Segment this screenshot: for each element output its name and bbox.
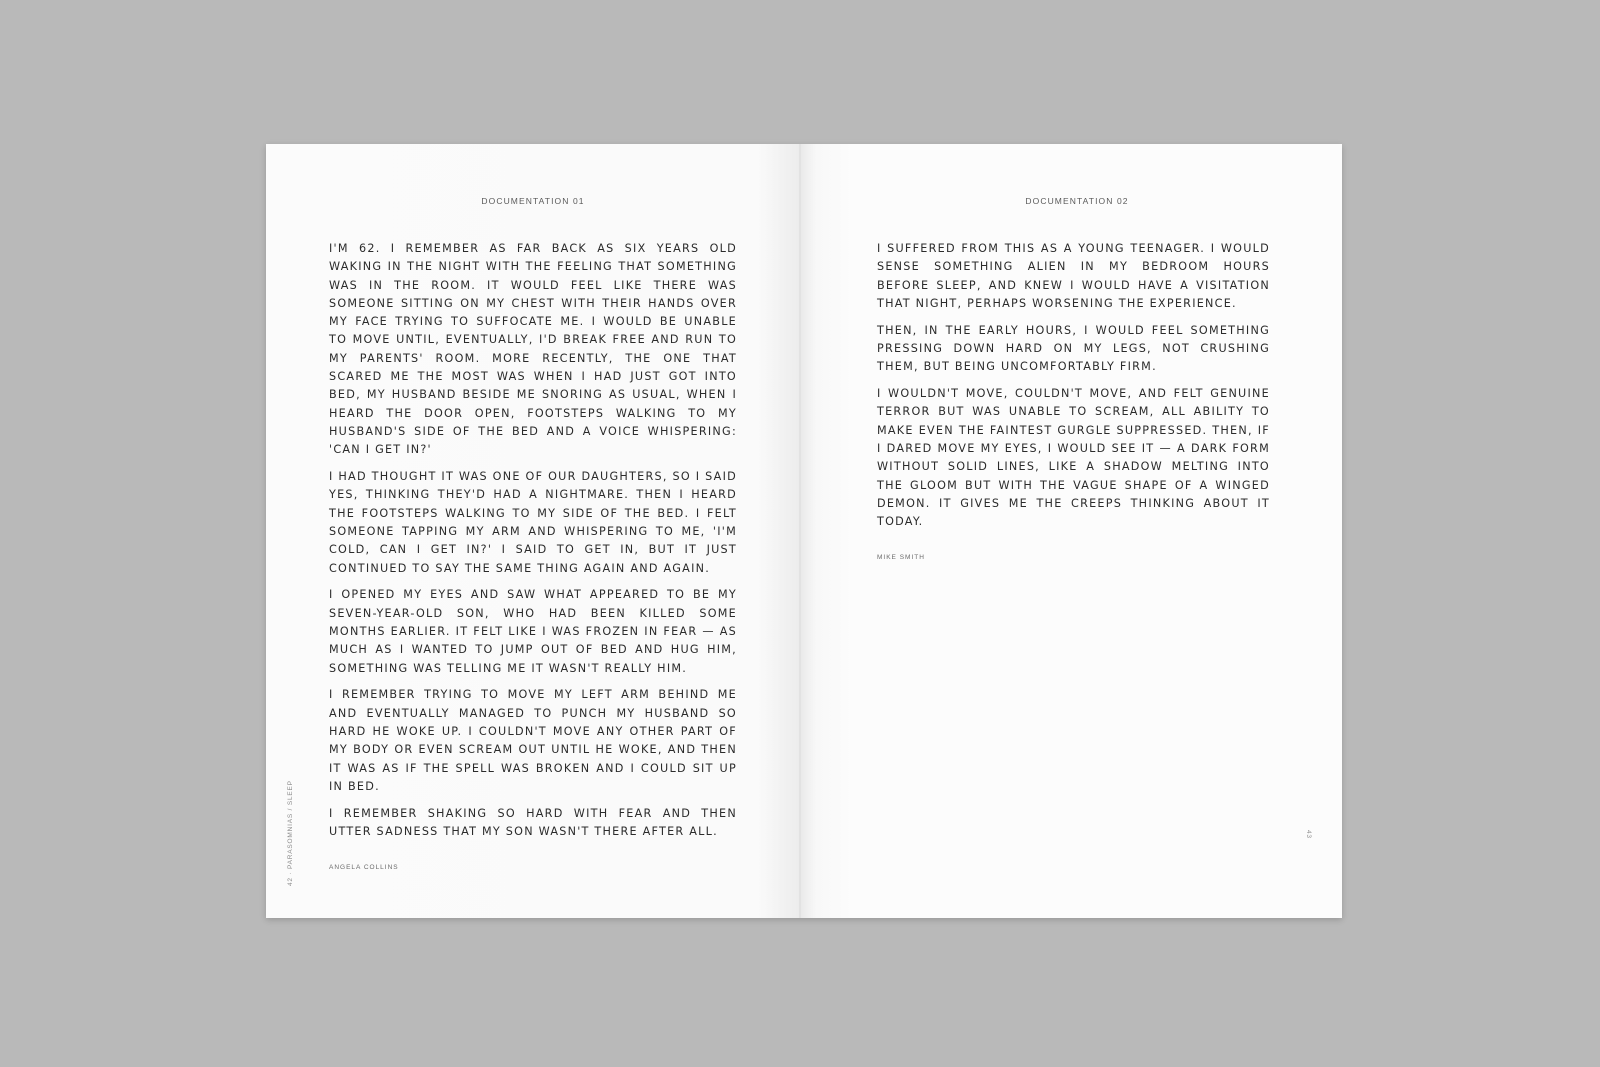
running-head-left: DOCUMENTATION 01 <box>481 196 585 206</box>
author-credit-right: MIKE SMITH <box>877 554 925 562</box>
left-page <box>266 144 800 918</box>
paragraph: I REMEMBER TRYING TO MOVE MY LEFT ARM BEHIND ME AND EVENTUALLY MANAGED TO PUNCH MY HUSBAND SO HARD HE WOKE UP. I COULDN'T MOVE ANY OTHER PART OF MY BODY OR EVEN SCREAM OUT UNTIL HE WOKE, AND THEN IT WAS AS IF THE SPELL WAS BROKEN AND I COULD SIT UP IN BED. <box>329 688 737 793</box>
running-head-right: DOCUMENTATION 02 <box>1025 196 1129 206</box>
folio-left: 42 · PARASOMNIAS / SLEEP <box>287 780 294 886</box>
right-page-body <box>877 240 1270 568</box>
gutter-fold <box>799 144 801 918</box>
paragraph: I SUFFERED FROM THIS AS A YOUNG TEENAGER. I WOULD SENSE SOMETHING ALIEN IN MY BEDROOM HOURS BEFORE SLEEP, AND KNEW I WOULD HAVE A VISITATION THAT NIGHT, PERHAPS WORSENING THE EXPERIENCE. <box>877 242 1270 310</box>
paragraph: THEN, IN THE EARLY HOURS, I WOULD FEEL SOMETHING PRESSING DOWN HARD ON MY LEGS, NOT CRUSHING THEM, BUT BEING UNCOMFORTABLY FIRM. <box>877 323 1270 374</box>
left-page-body <box>329 240 737 878</box>
folio-right: 43 <box>1305 830 1312 839</box>
paragraph: I HAD THOUGHT IT WAS ONE OF OUR DAUGHTERS, SO I SAID YES, THINKING THEY'D HAD A NIGHTMARE. THEN I HEARD THE FOOTSTEPS WALKING TO MY SIDE OF THE BED. I FELT SOMEONE TAPPING MY ARM AND WHISPERING TO ME, 'I'M COLD, CAN I GET IN?' I SAID TO GET IN, BUT IT JUST CONTINUED TO SAY THE SAME THING AGAIN AND AGAIN. <box>329 470 737 575</box>
open-booklet-spread <box>266 144 1342 918</box>
author-credit-left: ANGELA COLLINS <box>329 864 399 872</box>
paragraph: I WOULDN'T MOVE, COULDN'T MOVE, AND FELT GENUINE TERROR BUT WAS UNABLE TO SCREAM, ALL ABILITY TO MAKE EVEN THE FAINTEST GURGLE SUPPRESSED. THEN, IF I DARED MOVE MY EYES, I WOULD SEE IT — A DARK FORM WITHOUT SOLID LINES, LIKE A SHADOW MELTING INTO THE GLOOM BUT WITH THE VAGUE SHAPE OF A WINGED DEMON. IT GIVES ME THE CREEPS THINKING ABOUT IT TODAY. <box>877 387 1270 529</box>
paragraph: I OPENED MY EYES AND SAW WHAT APPEARED TO BE MY SEVEN-YEAR-OLD SON, WHO HAD BEEN KILLED SOME MONTHS EARLIER. IT FELT LIKE I WAS FROZEN IN FEAR — AS MUCH AS I WANTED TO JUMP OUT OF BED AND HUG HIM, SOMETHING WAS TELLING ME IT WASN'T REALLY HIM. <box>329 588 737 675</box>
paragraph: I REMEMBER SHAKING SO HARD WITH FEAR AND THEN UTTER SADNESS THAT MY SON WASN'T THERE AFTER ALL. <box>329 806 737 838</box>
paragraph: I'M 62. I REMEMBER AS FAR BACK AS SIX YEARS OLD WAKING IN THE NIGHT WITH THE FEELING THAT SOMETHING WAS IN THE ROOM. IT WOULD FEEL LIKE THERE WAS SOMEONE SITTING ON MY CHEST WITH THEIR HANDS OVER MY FACE TRYING TO SUFFOCATE ME. I WOULD BE UNABLE TO MOVE UNTIL, EVENTUALLY, I'D BREAK FREE AND RUN TO MY PARENTS' ROOM. MORE RECENTLY, THE ONE THAT SCARED ME THE MOST WAS WHEN I HAD JUST GOT INTO BED, MY HUSBAND BESIDE ME SNORING AS USUAL, WHEN I HEARD THE DOOR OPEN, FOOTSTEPS WALKING TO MY HUSBAND'S SIDE OF THE BED AND A VOICE WHISPERING: 'CAN I GET IN?' <box>329 242 737 457</box>
right-page <box>800 144 1342 918</box>
